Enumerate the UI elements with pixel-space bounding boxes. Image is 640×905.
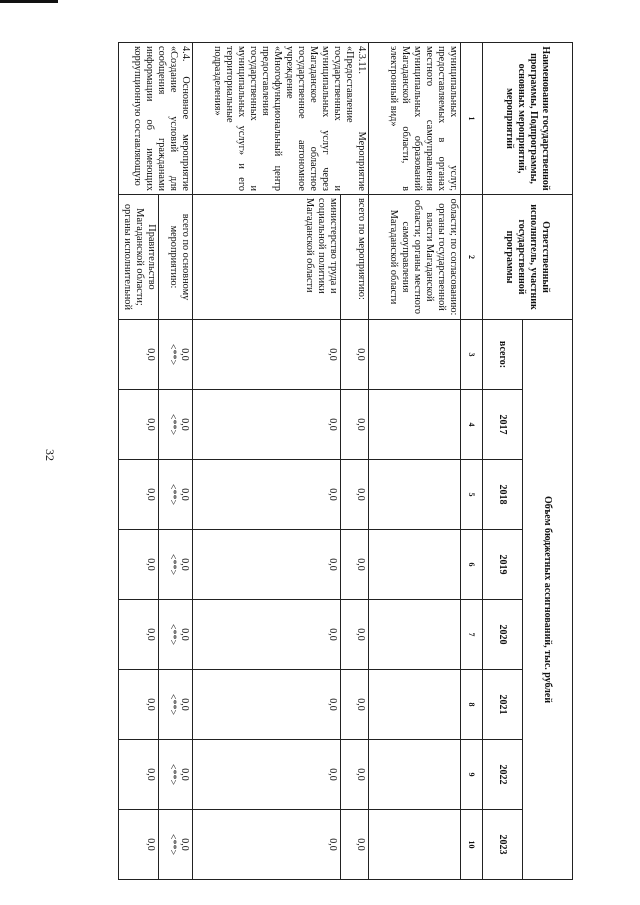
row-value: 0,0 <box>193 530 341 600</box>
year-header: 2017 <box>483 390 523 460</box>
row-value: 0,0 <**> <box>159 740 193 810</box>
row-value: 0,0 <box>341 600 369 670</box>
page-number: 32 <box>43 449 57 461</box>
row-responsible: области; по согласованию: органы государственной власти Магаданской области; органы местного самоуправления Магаданской области <box>369 195 461 320</box>
year-header: всего: <box>483 320 523 390</box>
row-value: 0,0 <**> <box>159 810 193 880</box>
corner-mark <box>0 0 58 3</box>
row-value: 0,0 <box>193 810 341 880</box>
year-header: 2023 <box>483 810 523 880</box>
year-header: 2018 <box>483 460 523 530</box>
row-value <box>369 600 461 670</box>
row-value <box>369 320 461 390</box>
header-responsible: Ответственный исполнитель, участник государственной программы <box>483 195 573 320</box>
year-header: 2022 <box>483 740 523 810</box>
row-value <box>369 810 461 880</box>
row-value: 0,0 <box>119 740 159 810</box>
row-value: 0,0 <box>119 530 159 600</box>
header-budget: Объем бюджетных ассигнований, тыс. рублей <box>523 320 573 880</box>
row-value: 0,0 <**> <box>159 390 193 460</box>
row-value: 0,0 <**> <box>159 600 193 670</box>
column-number: 9 <box>461 740 483 810</box>
row-value: 0,0 <box>119 460 159 530</box>
row-responsible: всего по мероприятию: <box>341 195 369 320</box>
row-responsible: Правительство Магаданской области; органы исполнительной <box>119 195 159 320</box>
rotated-table-wrapper <box>53 42 573 882</box>
table-row <box>369 43 461 880</box>
budget-table <box>118 42 573 880</box>
column-number: 10 <box>461 810 483 880</box>
row-value <box>369 670 461 740</box>
row-value <box>369 530 461 600</box>
row-value: 0,0 <box>341 810 369 880</box>
row-value <box>369 460 461 530</box>
row-value: 0,0 <**> <box>159 670 193 740</box>
column-number: 6 <box>461 530 483 600</box>
row-value: 0,0 <box>341 530 369 600</box>
row-responsible: министерство труда и социальной политики Магаданской области <box>193 195 341 320</box>
row-name: 4.3.11. Мероприятие «Предоставление государственных и муниципальных услуг через Магаданское областное государственное автономное учреждение «Многофункциональный центр предоставления государственных и муниципальных услуг» и его территориальные подразделения» <box>193 43 369 195</box>
row-name: 4.4. Основное мероприятие «Создание условий для сообщения гражданами информации об имеющих коррупционную составляющую <box>119 43 193 195</box>
row-value: 0,0 <box>193 320 341 390</box>
row-value: 0,0 <box>341 390 369 460</box>
column-number: 2 <box>461 195 483 320</box>
year-header: 2021 <box>483 670 523 740</box>
row-value: 0,0 <**> <box>159 320 193 390</box>
year-header: 2019 <box>483 530 523 600</box>
table-row <box>341 43 369 880</box>
row-value: 0,0 <box>119 810 159 880</box>
column-number: 8 <box>461 670 483 740</box>
row-value: 0,0 <box>341 670 369 740</box>
row-value: 0,0 <box>193 740 341 810</box>
row-value: 0,0 <box>341 460 369 530</box>
year-header: 2020 <box>483 600 523 670</box>
row-value: 0,0 <box>119 600 159 670</box>
row-value: 0,0 <box>193 600 341 670</box>
row-value <box>369 390 461 460</box>
row-value: 0,0 <box>341 740 369 810</box>
table-row <box>159 43 193 880</box>
row-value: 0,0 <**> <box>159 530 193 600</box>
row-value: 0,0 <box>119 390 159 460</box>
row-value: 0,0 <**> <box>159 460 193 530</box>
row-name: муниципальных услуг, предоставляемых в органах местного самоуправления муниципальных образований Магаданской области, в электронный вид» <box>369 43 461 195</box>
column-number: 7 <box>461 600 483 670</box>
row-value: 0,0 <box>193 670 341 740</box>
row-value: 0,0 <box>193 390 341 460</box>
row-value: 0,0 <box>341 320 369 390</box>
row-value: 0,0 <box>119 320 159 390</box>
column-number: 3 <box>461 320 483 390</box>
column-number: 4 <box>461 390 483 460</box>
row-responsible: всего по основному мероприятию: <box>159 195 193 320</box>
header-name: Наименование государственной программы, Подпрограммы, основных мероприятий, мероприятий <box>483 43 573 195</box>
row-value <box>369 740 461 810</box>
column-number: 1 <box>461 43 483 195</box>
row-value: 0,0 <box>193 460 341 530</box>
column-number: 5 <box>461 460 483 530</box>
row-value: 0,0 <box>119 670 159 740</box>
